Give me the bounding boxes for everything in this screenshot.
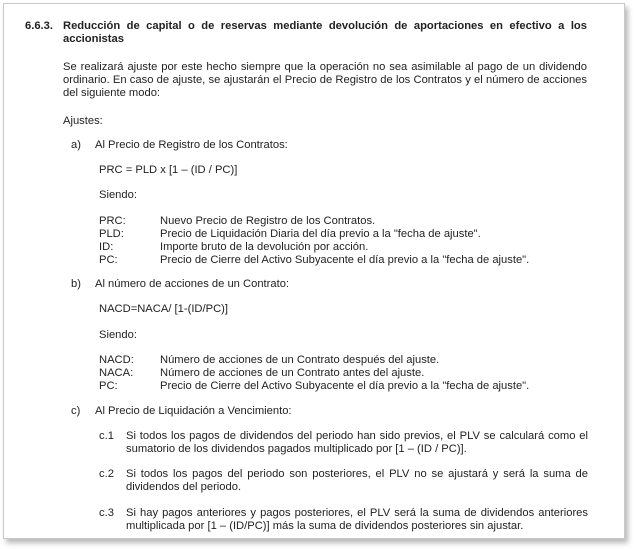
definition-desc: Número de acciones de un Contrato antes del ajuste.: [160, 367, 425, 379]
definition-desc: Precio de Cierre del Activo Subyacente el día previo a la "fecha de ajuste".: [160, 380, 530, 392]
item-c-title: Al Precio de Liquidación a Vencimiento:: [95, 405, 292, 417]
section-title: Reducción de capital o de reservas mediante devolución de aportaciones en efectivo a los accionistas: [63, 20, 587, 45]
section-number: 6.6.3.: [25, 20, 53, 32]
document-page: [3, 3, 625, 539]
item-c-marker: c): [71, 405, 81, 417]
item-b-marker: b): [71, 278, 81, 290]
item-a-marker: a): [71, 139, 81, 151]
definition-term: PC:: [99, 380, 118, 392]
definition-desc: Número de acciones de un Contrato después del ajuste.: [160, 354, 440, 366]
definition-term: NACA:: [99, 367, 134, 379]
item-a-title: Al Precio de Registro de los Contratos:: [95, 139, 288, 151]
ajustes-label: Ajustes:: [63, 115, 103, 127]
item-b-title: Al número de acciones de un Contrato:: [95, 278, 290, 290]
subitem-text: Si hay pagos anteriores y pagos posteriores, el PLV será la suma de dividendos anteriores multiplicada por [1 – (ID/PC)] más la suma de dividendos posteriores sin ajustar.: [126, 507, 588, 532]
subitem-number: c.3: [99, 507, 114, 519]
subitem-text: Si todos los pagos de dividendos del periodo han sido previos, el PLV se calculará como el sumatorio de los dividendos pagados multiplicado por [1 – (ID / PC)].: [126, 430, 588, 455]
item-b-siendo: Siendo:: [99, 329, 137, 341]
item-a-siendo: Siendo:: [99, 189, 137, 201]
definition-desc: Precio de Cierre del Activo Subyacente el día previo a la "fecha de ajuste".: [160, 254, 530, 266]
subitem-number: c.2: [99, 468, 114, 480]
definition-term: NACD:: [99, 354, 134, 366]
item-a-formula: PRC = PLD x [1 – (ID / PC)]: [99, 164, 238, 176]
intro-paragraph: Se realizará ajuste por este hecho siempre que la operación no sea asimilable al pago de un dividendo ordinario. En caso de ajuste, se ajustarán el Precio de Registro de los Contratos y el número de acciones del siguiente modo:: [63, 61, 587, 99]
definition-term: PLD:: [99, 228, 124, 240]
subitem-text: Si todos los pagos del periodo son posteriores, el PLV no se ajustará y será la suma de dividendos del periodo.: [126, 468, 588, 493]
definition-term: PRC:: [99, 215, 126, 227]
subitem-number: c.1: [99, 430, 114, 442]
definition-term: ID:: [99, 241, 114, 253]
definition-desc: Nuevo Precio de Registro de los Contratos.: [160, 215, 376, 227]
definition-desc: Importe bruto de la devolución por acción.: [160, 241, 369, 253]
item-b-formula: NACD=NACA/ [1-(ID/PC)]: [99, 303, 228, 315]
definition-desc: Precio de Liquidación Diaria del día previo a la "fecha de ajuste".: [160, 228, 481, 240]
definition-term: PC:: [99, 254, 118, 266]
